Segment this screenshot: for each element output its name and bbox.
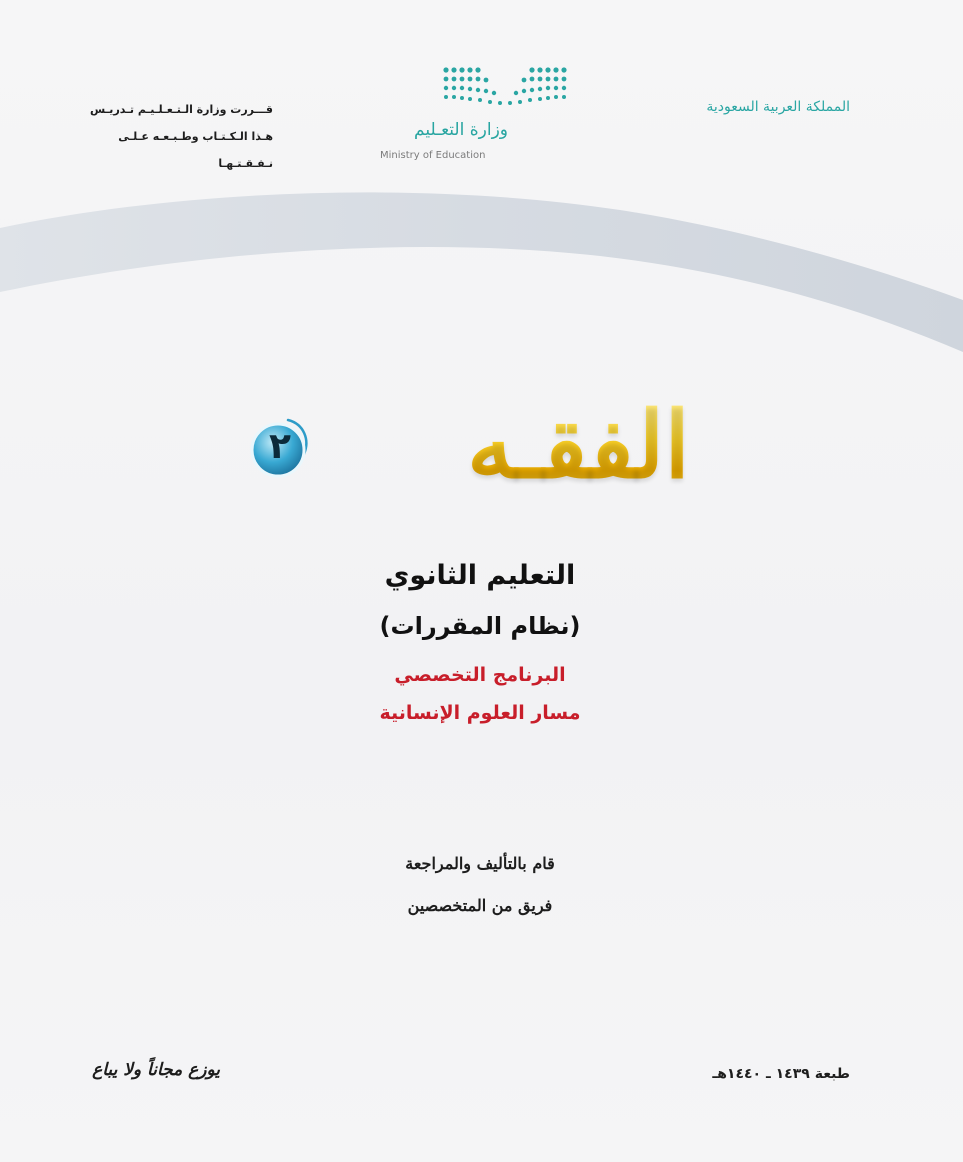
program-name: البرنامج التخصصي [394,664,566,686]
volume-number: ٢ [269,426,291,467]
track-name: مسار العلوم الإنسانية [379,702,581,724]
ministry-logo [370,66,580,166]
volume-badge [248,416,312,480]
kingdom-name: المملكة العربية السعودية [706,99,850,115]
approval-line-1: قـــررت وزارة الـتـعـلـيـم تـدريـس [90,103,273,116]
ministry-name-arabic: وزارة التعـليم [414,120,508,140]
subject-heading [269,380,690,520]
course-system: (نظام المقررات) [379,612,581,640]
decorative-swoosh [0,0,963,400]
subject-title: الفقـه [330,380,690,510]
ministry-name-english: Ministry of Education [380,150,486,161]
approval-line-2: هـذا الـكـتـاب وطـبـعـه عـلـى نـفـقـتـهـا [118,130,273,170]
authors-label: قام بالتأليف والمراجعة [405,854,555,873]
ministry-approval-note [63,96,273,177]
authors-name: فريق من المتخصصين [407,896,553,915]
edition-year: طبعة ١٤٣٩ ـ ١٤٤٠هـ [712,1066,850,1082]
free-distribution-note: يوزع مجاناً ولا يباع [92,1060,220,1080]
ministry-book-dots-icon [440,66,570,108]
education-stage: التعليم الثانوي [384,560,576,591]
